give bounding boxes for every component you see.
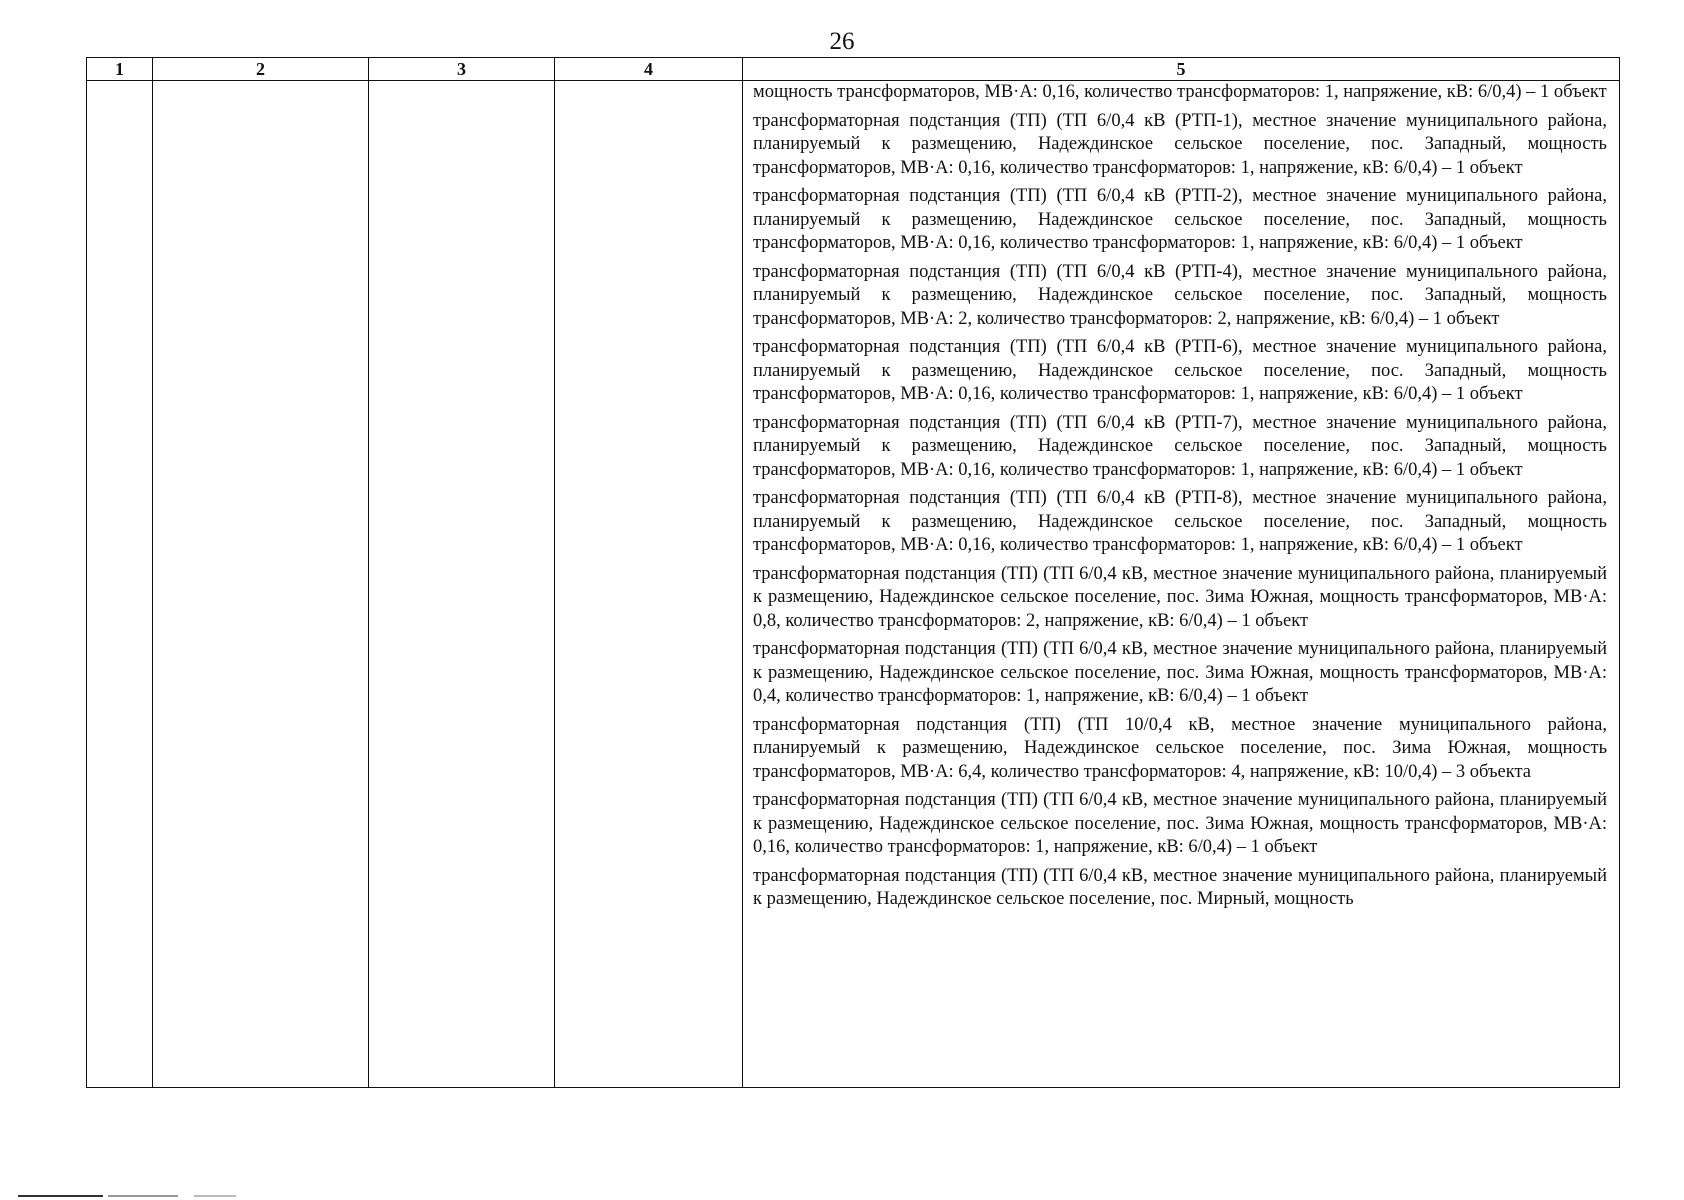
- list-item: трансформаторная подстанция (ТП) (ТП 6/0,4 кВ (РТП-2), местное значение муниципального района, планируемый к размещению, Надеждинское сельское поселение, пос. Западный, мощность трансформаторов, МВ·А: 0,16, количество трансформаторов: 1, напряжение, кВ: 6/0,4) – 1 объект: [753, 186, 1607, 253]
- list-item: трансформаторная подстанция (ТП) (ТП 6/0,4 кВ (РТП-7), местное значение муниципального района, планируемый к размещению, Надеждинское сельское поселение, пос. Западный, мощность трансформаторов, МВ·А: 0,16, количество трансформаторов: 1, напряжение, кВ: 6/0,4) – 1 объект: [753, 412, 1607, 480]
- list-item: трансформаторная подстанция (ТП) (ТП 6/0,4 кВ, местное значение муниципального района, планируемый к размещению, Надеждинское сельское поселение, пос. Мирный, мощность: [753, 865, 1607, 909]
- entries-list: [743, 81, 1619, 1087]
- column-2-cell: [153, 81, 369, 1088]
- column-header-4: 4: [555, 58, 743, 81]
- column-3-cell: [369, 81, 555, 1088]
- list-item: трансформаторная подстанция (ТП) (ТП 6/0,4 кВ (РТП-1), местное значение муниципального района, планируемый к размещению, Надеждинское сельское поселение, пос. Западный, мощность трансформаторов, МВ·А: 0,16, количество трансформаторов: 1, напряжение, кВ: 6/0,4) – 1 объект: [753, 110, 1607, 178]
- list-item: трансформаторная подстанция (ТП) (ТП 6/0,4 кВ, местное значение муниципального района, планируемый к размещению, Надеждинское сельское поселение, пос. Зима Южная, мощность трансформаторов, МВ·А: 0,16, количество трансформаторов: 1, напряжение, кВ: 6/0,4) – 1 объект: [753, 790, 1607, 857]
- column-header-3: 3: [369, 58, 555, 81]
- list-item: трансформаторная подстанция (ТП) (ТП 6/0,4 кВ (РТП-8), местное значение муниципального района, планируемый к размещению, Надеждинское сельское поселение, пос. Западный, мощность трансформаторов, МВ·А: 0,16, количество трансформаторов: 1, напряжение, кВ: 6/0,4) – 1 объект: [753, 488, 1607, 555]
- table-row: [87, 81, 1620, 1088]
- list-item: трансформаторная подстанция (ТП) (ТП 6/0,4 кВ, местное значение муниципального района, планируемый к размещению, Надеждинское сельское поселение, пос. Зима Южная, мощность трансформаторов, МВ·А: 0,8, количество трансформаторов: 2, напряжение, кВ: 6/0,4) – 1 объект: [753, 563, 1607, 631]
- footer-rule: [18, 1195, 236, 1197]
- document-table: [86, 57, 1620, 1088]
- column-5-cell: [743, 81, 1620, 1088]
- list-item: трансформаторная подстанция (ТП) (ТП 6/0,4 кВ, местное значение муниципального района, планируемый к размещению, Надеждинское сельское поселение, пос. Зима Южная, мощность трансформаторов, МВ·А: 0,4, количество трансформаторов: 1, напряжение, кВ: 6/0,4) – 1 объект: [753, 639, 1607, 706]
- column-4-cell: [555, 81, 743, 1088]
- list-item: мощность трансформаторов, МВ·А: 0,16, количество трансформаторов: 1, напряжение, кВ: 6/0,4) – 1 объект: [753, 82, 1607, 102]
- column-header-2: 2: [153, 58, 369, 81]
- page-number: 26: [829, 28, 855, 55]
- list-item: трансформаторная подстанция (ТП) (ТП 6/0,4 кВ (РТП-4), местное значение муниципального района, планируемый к размещению, Надеждинское сельское поселение, пос. Западный, мощность трансформаторов, МВ·А: 2, количество трансформаторов: 2, напряжение, кВ: 6/0,4) – 1 объект: [753, 261, 1607, 329]
- header-row: [87, 58, 1620, 81]
- list-item: трансформаторная подстанция (ТП) (ТП 6/0,4 кВ (РТП-6), местное значение муниципального района, планируемый к размещению, Надеждинское сельское поселение, пос. Западный, мощность трансформаторов, МВ·А: 0,16, количество трансформаторов: 1, напряжение, кВ: 6/0,4) – 1 объект: [753, 337, 1607, 404]
- column-header-5: 5: [743, 58, 1620, 81]
- column-1-cell: [87, 81, 153, 1088]
- column-header-1: 1: [87, 58, 153, 81]
- list-item: трансформаторная подстанция (ТП) (ТП 10/0,4 кВ, местное значение муниципального района, планируемый к размещению, Надеждинское сельское поселение, пос. Зима Южная, мощность трансформаторов, МВ·А: 6,4, количество трансформаторов: 4, напряжение, кВ: 10/0,4) – 3 объекта: [753, 714, 1607, 782]
